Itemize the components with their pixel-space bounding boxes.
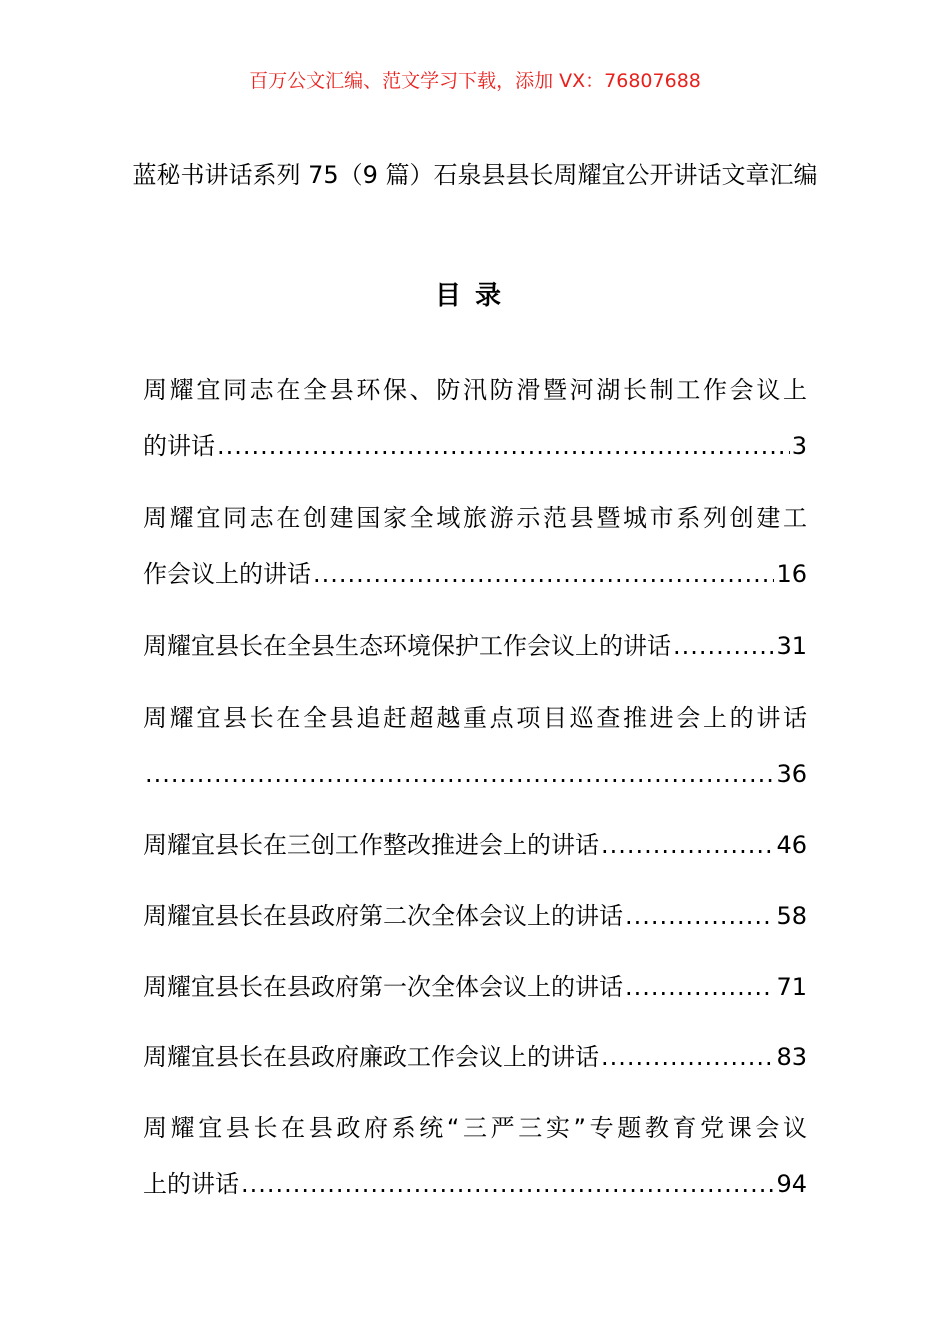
toc-entry-title: 周耀宜同志在全县环保、防汛防滑暨河湖长制工作会议上 xyxy=(143,376,807,404)
toc-dot-leader xyxy=(145,756,774,792)
toc-dot-leader xyxy=(601,827,774,863)
toc-dot-leader xyxy=(601,1039,774,1075)
toc-entry[interactable] xyxy=(143,898,807,934)
toc-entry-title: 周耀宜县长在县政府系统“三严三实”专题教育党课会议 xyxy=(143,1114,807,1142)
toc-heading: 目录 xyxy=(434,281,515,311)
toc-page-number: 3 xyxy=(791,432,807,460)
toc-entry-title: 周耀宜同志在创建国家全域旅游示范县暨城市系列创建工 xyxy=(143,504,807,532)
toc-entry[interactable] xyxy=(143,500,807,592)
toc-page-number: 46 xyxy=(776,831,807,859)
toc-entry-title: 周耀宜县长在县政府第二次全体会议上的讲话 xyxy=(143,902,623,930)
toc-dot-leader xyxy=(241,1166,774,1202)
toc-entry[interactable] xyxy=(143,969,807,1005)
toc-dot-leader xyxy=(313,556,774,592)
toc-entry-title: 周耀宜县长在县政府廉政工作会议上的讲话 xyxy=(143,1043,599,1071)
toc-page-number: 31 xyxy=(776,632,807,660)
toc-page-number: 36 xyxy=(776,760,807,788)
toc-entry[interactable] xyxy=(143,700,807,792)
toc-entry[interactable] xyxy=(143,628,807,664)
toc-page-number: 83 xyxy=(776,1043,807,1071)
toc-entry[interactable] xyxy=(143,372,807,464)
toc-entry-title-continued: 作会议上的讲话 xyxy=(143,560,311,588)
toc-entry-title: 周耀宜县长在三创工作整改推进会上的讲话 xyxy=(143,831,599,859)
toc-page-number: 71 xyxy=(776,973,807,1001)
toc-entry-title: 周耀宜县长在县政府第一次全体会议上的讲话 xyxy=(143,973,623,1001)
toc-dot-leader xyxy=(625,969,774,1005)
toc-entry[interactable] xyxy=(143,1039,807,1075)
header-banner: 百万公文汇编、范文学习下载，添加 VX：76807688 xyxy=(249,70,701,92)
toc-entry-title-continued: 上的讲话 xyxy=(143,1170,239,1198)
toc-page-number: 94 xyxy=(776,1170,807,1198)
toc-entry-title: 周耀宜县长在全县生态环境保护工作会议上的讲话 xyxy=(143,632,671,660)
toc-entry[interactable] xyxy=(143,827,807,863)
toc-dot-leader xyxy=(673,628,774,664)
document-title: 蓝秘书讲话系列 75（9 篇）石泉县县长周耀宜公开讲话文章汇编 xyxy=(132,161,818,189)
toc-dot-leader xyxy=(625,898,774,934)
toc-entry-title: 周耀宜县长在全县追赶超越重点项目巡查推进会上的讲话 xyxy=(143,704,807,732)
toc-page-number: 58 xyxy=(776,902,807,930)
toc-page-number: 16 xyxy=(776,560,807,588)
toc-entry[interactable] xyxy=(143,1110,807,1202)
toc-entry-title-continued: 的讲话 xyxy=(143,432,215,460)
toc-dot-leader xyxy=(217,428,790,464)
